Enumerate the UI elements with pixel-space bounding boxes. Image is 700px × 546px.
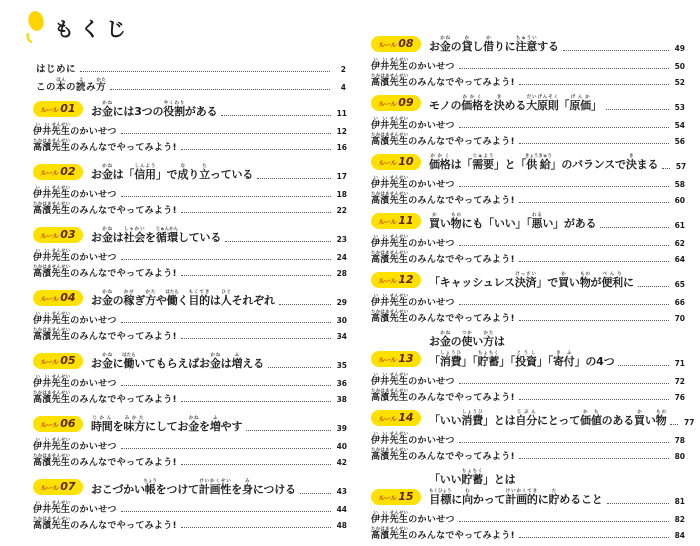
sub-item-minna-label: 高濱たかはま先生せんせいのみんなでやってみよう! <box>371 251 515 265</box>
rule-badge-number: 04 <box>60 291 76 304</box>
rule-badge <box>371 351 421 367</box>
toc-rule-15 <box>371 467 685 541</box>
rule-title-row <box>33 99 347 119</box>
rule-badge <box>33 101 83 117</box>
toc-column-left <box>33 99 347 540</box>
rule-title-line <box>91 477 347 497</box>
toc-rule-14 <box>371 408 695 462</box>
sub-item-kaisetsu <box>33 310 347 326</box>
toc-rule-09 <box>371 93 685 147</box>
rule-badge-number: 01 <box>60 102 76 115</box>
leader-dots <box>519 84 669 85</box>
page-number: 4 <box>340 83 346 92</box>
sub-item-minna <box>33 515 347 531</box>
rule-badge-number: 02 <box>60 165 76 178</box>
sub-item-minna <box>371 72 685 88</box>
rule-title-text: 価格かかくは「需要じゅよう」と「供給きょうきゅう」のバランスで決きまる <box>429 154 659 171</box>
rule-badge-number: 14 <box>398 411 414 424</box>
rule-title-lines <box>429 408 695 428</box>
rule-badge-number: 12 <box>398 273 414 286</box>
rule-title-text: おこづかい帳ちょうをつけて計画性けいかくせいを身みにつける <box>91 479 296 496</box>
rule-badge-number: 06 <box>60 417 76 430</box>
rule-badge-prefix: ルール <box>40 421 59 429</box>
rule-badge-prefix: ルール <box>40 484 59 492</box>
sub-item-kaisetsu-label: 伊井いい先生せんせいのかいせつ <box>371 511 455 525</box>
toc-rule-12 <box>371 270 685 324</box>
rule-title-text: 「消費しょうひ」「貯蓄ちょちく」「投資とうし」「寄付きふ」の4つ <box>429 351 615 368</box>
coin-icon <box>24 10 46 44</box>
page-number: 23 <box>336 235 347 244</box>
rule-badge-number: 03 <box>60 228 76 241</box>
sub-item-minna-label: 高濱たかはま先生せんせいのみんなでやってみよう! <box>371 389 515 403</box>
sub-item-minna-label: 高濱たかはま先生せんせいのみんなでやってみよう! <box>33 139 177 153</box>
page-number: 52 <box>674 78 685 87</box>
page-number: 28 <box>336 269 347 278</box>
rule-title-line <box>91 351 347 371</box>
toc-rule-10 <box>371 152 685 206</box>
sub-item-minna-label: 高濱たかはま先生せんせいのみんなでやってみよう! <box>33 391 177 405</box>
page-number: 50 <box>674 62 685 71</box>
page-number: 30 <box>336 316 347 325</box>
rule-title-line <box>429 467 685 487</box>
leader-dots <box>459 521 669 522</box>
rule-badge-prefix: ルール <box>40 358 59 366</box>
leader-dots <box>459 442 669 443</box>
sub-item-minna <box>371 131 685 147</box>
sub-item-minna-label: 高濱たかはま先生せんせいのみんなでやってみよう! <box>371 310 515 324</box>
rule-title-row <box>371 152 685 172</box>
page-number: 11 <box>336 109 347 118</box>
toc-rule-06 <box>33 414 347 468</box>
page-number: 56 <box>674 137 685 146</box>
sub-item-kaisetsu-label: 伊井いい先生せんせいのかいせつ <box>33 501 117 515</box>
rule-badge <box>371 36 421 52</box>
page-number: 48 <box>336 521 347 530</box>
page-number: 81 <box>674 497 685 506</box>
sub-item-kaisetsu <box>371 174 685 190</box>
leader-dots <box>300 493 331 494</box>
sub-item-minna <box>371 446 685 462</box>
rule-badge-prefix: ルール <box>378 218 397 226</box>
sub-item-kaisetsu-label: 伊井いい先生せんせいのかいせつ <box>33 312 117 326</box>
leader-dots <box>519 399 669 400</box>
toc-rule-03 <box>33 225 347 279</box>
rule-badge-number: 05 <box>60 354 76 367</box>
rule-title-line <box>91 288 347 308</box>
rule-badge-number: 09 <box>398 96 414 109</box>
rule-title-row <box>371 34 685 54</box>
page-number: 40 <box>336 442 347 451</box>
rule-title-line <box>91 414 347 434</box>
sub-item-minna <box>371 387 685 403</box>
page-number: 70 <box>674 314 685 323</box>
front-matter-item-label: はじめに <box>36 64 77 75</box>
rule-badge-prefix: ルール <box>40 169 59 177</box>
sub-item-kaisetsu <box>371 233 685 249</box>
page-number: 2 <box>340 65 346 74</box>
sub-item-kaisetsu-label: 伊井いい先生せんせいのかいせつ <box>371 117 455 131</box>
sub-item-minna-label: 高濱たかはま先生せんせいのみんなでやってみよう! <box>371 74 515 88</box>
sub-item-kaisetsu-label: 伊井いい先生せんせいのかいせつ <box>371 432 455 446</box>
sub-item-kaisetsu <box>33 436 347 452</box>
sub-item-minna <box>371 190 685 206</box>
rule-badge-prefix: ルール <box>378 100 397 108</box>
rule-title-text: 「キャッシュレス決済けっさい」で買かい物ものが便利べんりに <box>429 272 634 289</box>
sub-item-kaisetsu-label: 伊井いい先生せんせいのかいせつ <box>371 176 455 190</box>
sub-item-kaisetsu-label: 伊井いい先生せんせいのかいせつ <box>371 58 455 72</box>
rule-title-text: お金かねには3つの役割やくわりがある <box>91 101 218 118</box>
page-number: 64 <box>674 255 685 264</box>
leader-dots <box>607 503 669 504</box>
page-number: 39 <box>336 424 347 433</box>
page-number: 82 <box>674 515 685 524</box>
leader-dots <box>519 320 669 321</box>
rule-title-lines <box>91 288 347 308</box>
sub-item-kaisetsu-label: 伊井いい先生せんせいのかいせつ <box>33 375 117 389</box>
toc-rule-13 <box>371 329 685 403</box>
rule-title-text: お金かねに働はたらいてもらえばお金かねは増ふえる <box>91 353 264 370</box>
sub-item-minna <box>33 137 347 153</box>
rule-title-row <box>33 477 347 497</box>
rule-title-line <box>429 93 685 113</box>
rule-badge <box>33 353 83 369</box>
leader-dots <box>181 401 331 402</box>
rule-badge <box>33 416 83 432</box>
rule-title-lines <box>91 351 347 371</box>
rule-title-text: お金かねの貸かし借かりに注意ちゅういする <box>429 36 559 53</box>
leader-dots <box>459 245 669 246</box>
leader-dots <box>246 430 331 431</box>
leader-dots <box>638 286 669 287</box>
rule-badge <box>33 290 83 306</box>
rule-badge <box>33 479 83 495</box>
leader-dots <box>268 367 331 368</box>
sub-item-minna <box>371 249 685 265</box>
sub-item-kaisetsu <box>33 499 347 515</box>
rule-title-row <box>33 288 347 308</box>
rule-title-line <box>91 162 347 182</box>
rule-title-text: お金かねの使つかい方かたは <box>429 331 505 348</box>
leader-dots <box>519 537 669 538</box>
rule-title-text: 「いい消費しょうひ」とは自分じぶんにとって価値かちのある買かい物もの <box>429 410 667 427</box>
page-number: 18 <box>336 190 347 199</box>
rule-title-text: お金かねの稼かせぎ方かたや働はたらく目的もくてきは人ひとそれぞれ <box>91 290 275 307</box>
sub-item-kaisetsu-label: 伊井いい先生せんせいのかいせつ <box>33 186 117 200</box>
rule-badge-prefix: ルール <box>40 295 59 303</box>
sub-item-minna <box>33 200 347 216</box>
toc-rule-08 <box>371 34 685 88</box>
sub-item-kaisetsu <box>371 56 685 72</box>
rule-title-line <box>429 211 685 231</box>
page-number: 42 <box>336 458 347 467</box>
page-number: 44 <box>336 505 347 514</box>
page-number: 12 <box>336 127 347 136</box>
rule-badge-number: 07 <box>60 480 76 493</box>
sub-item-minna-label: 高濱たかはま先生せんせいのみんなでやってみよう! <box>33 517 177 531</box>
page-number: 17 <box>336 172 347 181</box>
sub-item-kaisetsu <box>371 509 685 525</box>
rule-title-text: モノの価格かかくを決きめる大原則だいげんそく「原価げんか」 <box>429 95 602 112</box>
page-number: 24 <box>336 253 347 262</box>
page-number: 57 <box>675 162 687 171</box>
leader-dots <box>181 212 331 213</box>
rule-badge <box>371 154 421 170</box>
leader-dots <box>121 259 331 260</box>
sub-item-minna <box>33 389 347 405</box>
rule-title-text: 時間じかんを味方みかたにしてお金かねを増ふやす <box>91 416 243 433</box>
leader-dots <box>279 304 331 305</box>
page-number: 36 <box>336 379 347 388</box>
sub-item-kaisetsu <box>371 292 685 308</box>
sub-item-minna <box>33 452 347 468</box>
toc-rule-02 <box>33 162 347 216</box>
sub-item-minna <box>371 525 685 541</box>
rule-title-row <box>371 329 685 369</box>
rule-badge-prefix: ルール <box>378 356 397 364</box>
rule-title-lines <box>429 34 685 54</box>
page-number: 80 <box>674 452 685 461</box>
page-number: 58 <box>674 180 685 189</box>
rule-title-row <box>371 467 685 507</box>
rule-title-line <box>429 349 685 369</box>
leader-dots <box>459 68 669 69</box>
sub-item-minna-label: 高濱たかはま先生せんせいのみんなでやってみよう! <box>33 265 177 279</box>
page-number: 35 <box>336 361 347 370</box>
rule-badge <box>371 213 421 229</box>
sub-item-kaisetsu <box>371 115 685 131</box>
page-number: 43 <box>336 487 347 496</box>
sub-item-kaisetsu <box>33 184 347 200</box>
page-number: 22 <box>336 206 347 215</box>
toc-rule-01 <box>33 99 347 153</box>
rule-title-line <box>429 152 685 172</box>
front-matter-item <box>36 57 346 75</box>
leader-dots <box>459 127 669 128</box>
page-number: 34 <box>336 332 347 341</box>
toc-rule-05 <box>33 351 347 405</box>
leader-dots <box>519 261 669 262</box>
sub-item-minna-label: 高濱たかはま先生せんせいのみんなでやってみよう! <box>33 454 177 468</box>
rule-title-text: お金かねは社会しゃかいを循環じゅんかんしている <box>91 227 222 244</box>
rule-title-line <box>429 408 695 428</box>
page-number: 16 <box>336 143 347 152</box>
leader-dots <box>181 527 331 528</box>
rule-title-row <box>33 225 347 245</box>
leader-dots <box>181 338 331 339</box>
rule-badge-prefix: ルール <box>40 106 59 114</box>
leader-dots <box>519 143 669 144</box>
page-number: 54 <box>674 121 685 130</box>
leader-dots <box>519 202 669 203</box>
rule-badge <box>371 272 421 288</box>
sub-item-kaisetsu <box>33 373 347 389</box>
leader-dots <box>225 241 331 242</box>
rule-title-line <box>429 487 685 507</box>
sub-item-minna-label: 高濱たかはま先生せんせいのみんなでやってみよう! <box>371 527 515 541</box>
front-matter-item-label: この本ほんの読よみ方かた <box>36 78 107 93</box>
leader-dots <box>662 168 670 169</box>
rule-title-line <box>429 270 685 290</box>
page-number: 72 <box>674 377 685 386</box>
rule-title-lines <box>91 99 347 119</box>
sub-item-minna-label: 高濱たかはま先生せんせいのみんなでやってみよう! <box>33 202 177 216</box>
page-number: 65 <box>674 280 685 289</box>
rule-title-lines <box>91 477 347 497</box>
rule-title-lines <box>91 225 347 245</box>
rule-title-row <box>371 211 685 231</box>
leader-dots <box>670 424 678 425</box>
sub-item-minna-label: 高濱たかはま先生せんせいのみんなでやってみよう! <box>371 133 515 147</box>
leader-dots <box>257 178 331 179</box>
rule-badge-prefix: ルール <box>378 41 397 49</box>
leader-dots <box>459 383 669 384</box>
leader-dots <box>519 458 669 459</box>
rule-title-lines <box>429 211 685 231</box>
rule-title-line <box>91 99 347 119</box>
leader-dots <box>121 196 331 197</box>
sub-item-kaisetsu <box>33 247 347 263</box>
rule-title-lines <box>429 270 685 290</box>
rule-title-text: 買かい物ものにも「いい」「悪わるい」がある <box>429 213 597 230</box>
rule-title-lines <box>429 93 685 113</box>
rule-badge-prefix: ルール <box>40 232 59 240</box>
toc-rule-07 <box>33 477 347 531</box>
leader-dots <box>121 133 331 134</box>
page-header <box>24 10 132 44</box>
sub-item-minna <box>33 263 347 279</box>
front-matter-item <box>36 75 346 93</box>
rule-badge <box>33 227 83 243</box>
leader-dots <box>459 186 669 187</box>
sub-item-minna <box>33 326 347 342</box>
sub-item-minna-label: 高濱たかはま先生せんせいのみんなでやってみよう! <box>371 448 515 462</box>
rule-badge <box>371 489 421 505</box>
rule-badge-number: 10 <box>398 155 414 168</box>
rule-title-row <box>371 270 685 290</box>
page-number: 76 <box>674 393 685 402</box>
sub-item-kaisetsu-label: 伊井いい先生せんせいのかいせつ <box>371 294 455 308</box>
leader-dots <box>221 115 331 116</box>
sub-item-kaisetsu-label: 伊井いい先生せんせいのかいせつ <box>371 235 455 249</box>
page-number: 66 <box>674 298 685 307</box>
front-matter-list <box>36 57 346 93</box>
sub-item-kaisetsu <box>33 121 347 137</box>
page-title: もくじ <box>54 16 132 41</box>
page-number: 77 <box>684 418 695 427</box>
leader-dots <box>110 89 330 90</box>
rule-title-text: お金かねは「信用しんよう」で成なり立たっている <box>91 164 254 181</box>
page-number: 62 <box>674 239 685 248</box>
page-number: 71 <box>674 359 685 368</box>
leader-dots <box>181 464 331 465</box>
leader-dots <box>618 365 669 366</box>
rule-title-lines <box>429 329 685 369</box>
page-number: 84 <box>674 531 685 540</box>
rule-badge-number: 15 <box>398 490 414 503</box>
sub-item-minna-label: 高濱たかはま先生せんせいのみんなでやってみよう! <box>33 328 177 342</box>
rule-title-row <box>33 414 347 434</box>
rule-title-row <box>33 162 347 182</box>
rule-title-line <box>429 34 685 54</box>
leader-dots <box>121 448 331 449</box>
leader-dots <box>606 109 669 110</box>
sub-item-kaisetsu-label: 伊井いい先生せんせいのかいせつ <box>33 249 117 263</box>
rule-title-lines <box>91 162 347 182</box>
sub-item-kaisetsu-label: 伊井いい先生せんせいのかいせつ <box>33 438 117 452</box>
page-number: 60 <box>674 196 685 205</box>
page-number: 49 <box>674 44 685 53</box>
rule-badge-prefix: ルール <box>378 277 397 285</box>
page-number: 61 <box>674 221 685 230</box>
leader-dots <box>459 304 669 305</box>
leader-dots <box>80 71 330 72</box>
sub-item-minna <box>371 308 685 324</box>
rule-badge <box>33 164 83 180</box>
page-number: 38 <box>336 395 347 404</box>
leader-dots <box>600 227 669 228</box>
rule-title-lines <box>429 467 685 507</box>
page-number: 53 <box>674 103 685 112</box>
toc-column-right <box>371 34 695 546</box>
sub-item-kaisetsu-label: 伊井いい先生せんせいのかいせつ <box>33 123 117 137</box>
leader-dots <box>121 322 331 323</box>
rule-badge <box>371 95 421 111</box>
sub-item-minna-label: 高濱たかはま先生せんせいのみんなでやってみよう! <box>371 192 515 206</box>
rule-title-text: 「いい貯蓄ちょちく」とは <box>429 469 516 486</box>
rule-badge <box>371 410 421 426</box>
rule-badge-number: 13 <box>398 352 414 365</box>
rule-title-line <box>429 329 685 349</box>
rule-badge-prefix: ルール <box>378 494 397 502</box>
sub-item-kaisetsu-label: 伊井いい先生せんせいのかいせつ <box>371 373 455 387</box>
leader-dots <box>121 511 331 512</box>
rule-badge-number: 11 <box>398 214 414 227</box>
toc-rule-04 <box>33 288 347 342</box>
toc-rule-11 <box>371 211 685 265</box>
rule-title-lines <box>91 414 347 434</box>
rule-title-line <box>91 225 347 245</box>
rule-badge-prefix: ルール <box>378 159 397 167</box>
leader-dots <box>181 149 331 150</box>
sub-item-kaisetsu <box>371 371 685 387</box>
page-number: 29 <box>336 298 347 307</box>
rule-badge-prefix: ルール <box>378 415 397 423</box>
leader-dots <box>121 385 331 386</box>
rule-title-text: 目標もくひょうに向むかって計画的けいかくてきに貯ためること <box>429 489 603 506</box>
sub-item-kaisetsu <box>371 430 685 446</box>
rule-title-row <box>371 93 685 113</box>
rule-title-row <box>33 351 347 371</box>
rule-title-lines <box>429 152 685 172</box>
leader-dots <box>181 275 331 276</box>
page-number: 78 <box>674 436 685 445</box>
rule-title-row <box>371 408 695 428</box>
leader-dots <box>563 50 669 51</box>
rule-badge-number: 08 <box>398 37 414 50</box>
